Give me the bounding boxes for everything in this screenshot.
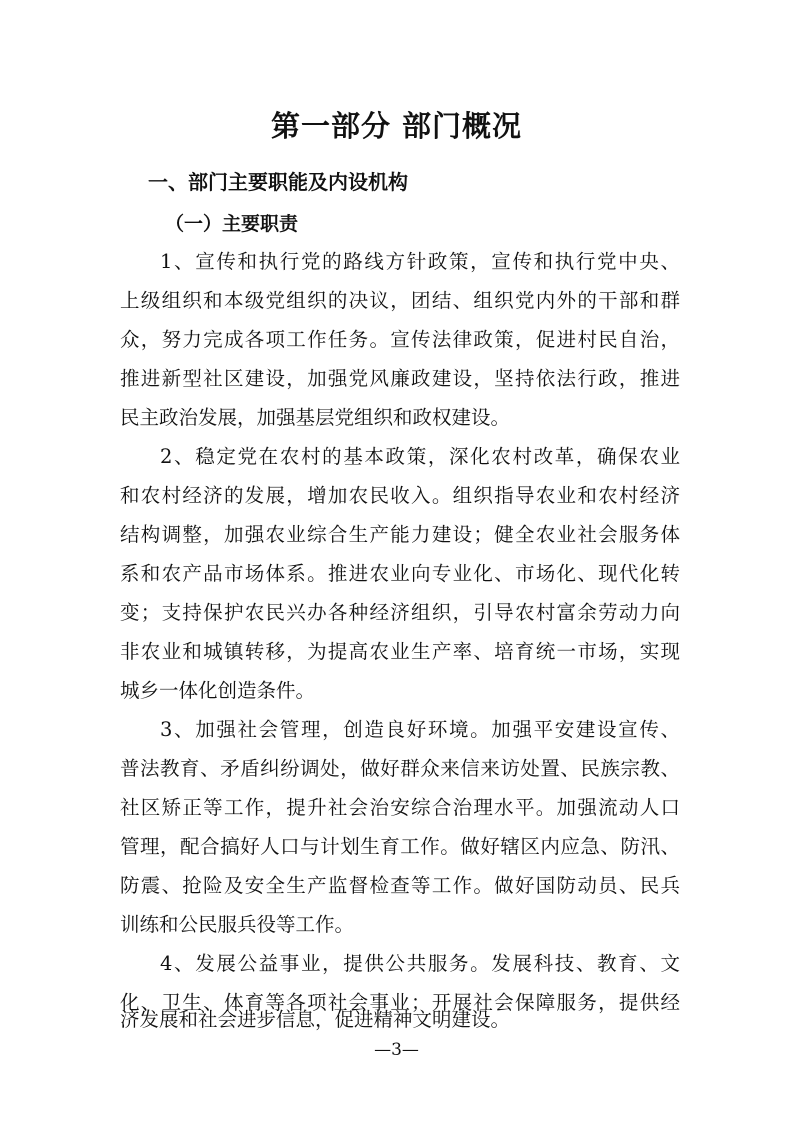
paragraph-line: 普法教育、矛盾纠纷调处，做好群众来信来访处置、民族宗教、 [120, 757, 680, 780]
paragraph-line: 训练和公民服兵役等工作。 [120, 913, 355, 936]
paragraph-line: 防震、抢险及安全生产监督检查等工作。做好国防动员、民兵 [120, 874, 680, 897]
paragraph-line: 化、卫生、体育等各项社会事业；开展社会保障服务，提供经 [120, 991, 680, 1014]
paragraph-line: 城乡一体化创造条件。 [120, 679, 316, 702]
subsection-heading: （一）主要职责 [165, 213, 299, 235]
page-number: —3— [374, 1040, 419, 1060]
paragraph-line: 结构调整，加强农业综合生产能力建设；健全农业社会服务体 [120, 523, 680, 546]
paragraph-line: 推进新型社区建设，加强党风廉政建设，坚持依法行政，推进 [120, 367, 680, 390]
paragraph-line: 非农业和城镇转移，为提高农业生产率、培育统一市场，实现 [120, 640, 680, 663]
paragraph-line: 1、宣传和执行党的路线方针政策，宣传和执行党中央、 [160, 250, 680, 273]
paragraph-line: 上级组织和本级党组织的决议，团结、组织党内外的干部和群 [120, 289, 680, 312]
paragraph-line: 系和农产品市场体系。推进农业向专业化、市场化、现代化转 [120, 562, 680, 585]
paragraph-line: 2、稳定党在农村的基本政策，深化农村改革，确保农业 [160, 445, 680, 468]
paragraph-line: 3、加强社会管理，创造良好环境。加强平安建设宣传、 [160, 718, 680, 741]
paragraph-line: 4、发展公益事业，提供公共服务。发展科技、教育、文 [160, 952, 680, 975]
paragraph-line: 济发展和社会进步信息，促进精神文明建设。 [120, 1008, 511, 1031]
paragraph-line: 民主政治发展，加强基层党组织和政权建设。 [120, 406, 511, 429]
page-title: 第一部分 部门概况 [270, 109, 523, 143]
paragraph-line: 管理，配合搞好人口与计划生育工作。做好辖区内应急、防汛、 [120, 835, 680, 858]
paragraph-line: 社区矫正等工作，提升社会治安综合治理水平。加强流动人口 [120, 796, 680, 819]
paragraph-line: 众，努力完成各项工作任务。宣传法律政策，促进村民自治， [120, 328, 680, 351]
paragraph-line: 变；支持保护农民兴办各种经济组织，引导农村富余劳动力向 [120, 601, 680, 624]
paragraph-line: 和农村经济的发展，增加农民收入。组织指导农业和农村经济 [120, 484, 680, 507]
section-heading: 一、部门主要职能及内设机构 [148, 170, 408, 194]
